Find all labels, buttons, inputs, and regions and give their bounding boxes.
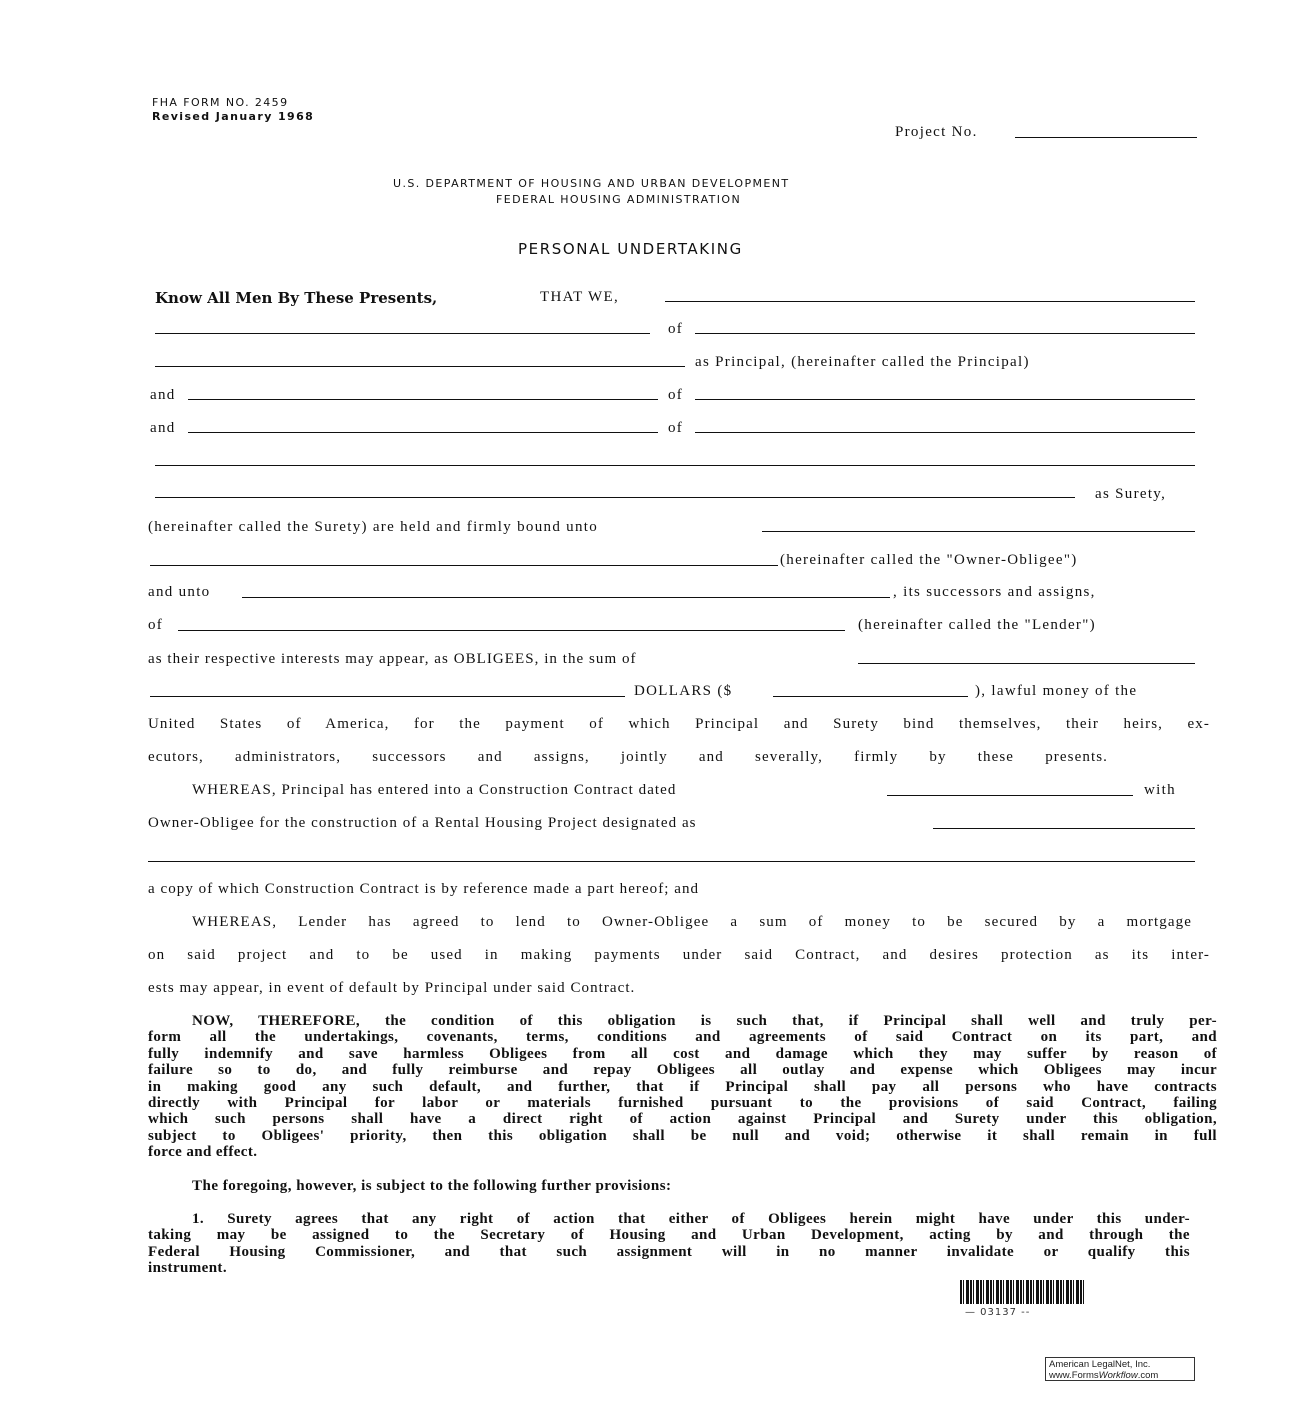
as-principal-label: as Principal, (hereinafter called the Principal) xyxy=(695,354,1030,370)
paragraph-line: in making good any such default, and further, that if Principal shall pay all persons who have contracts xyxy=(148,1078,1217,1095)
know-all-men-heading: Know All Men By These Presents, xyxy=(155,289,438,307)
sum-of-text: as their respective interests may appear, as OBLIGEES, in the sum of xyxy=(148,651,637,667)
paragraph-line: force and effect. xyxy=(148,1144,258,1161)
sum-words-field-2[interactable] xyxy=(150,696,625,697)
project-no-label: Project No. xyxy=(895,124,978,140)
principal-name-field[interactable] xyxy=(665,301,1195,302)
paragraph-line: taking may be assigned to the Secretary of Housing and Urban Development, acting by and through the xyxy=(148,1227,1190,1244)
principal-address-field[interactable] xyxy=(695,333,1195,334)
paragraph-line: NOW, THEREFORE, the condition of this obligation is such that, if Principal shall well and truly per- xyxy=(192,1013,1217,1029)
of-label: of xyxy=(668,321,684,337)
paragraph-line: 1. Surety agrees that any right of action that either of Obligees herein might have under this under- xyxy=(192,1211,1190,1227)
lender-name-field[interactable] xyxy=(242,597,890,598)
surety-extra-field[interactable] xyxy=(155,465,1195,466)
paragraph-line: subject to Obligees' priority, then this obligation shall be null and void; otherwise it shall remain in full xyxy=(148,1127,1217,1144)
project-designation-field[interactable] xyxy=(933,828,1195,829)
department-heading: U.S. DEPARTMENT OF HOUSING AND URBAN DEVELOPMENT xyxy=(393,177,790,190)
surety-name-field-2[interactable] xyxy=(188,432,658,433)
surety-address-field-1[interactable] xyxy=(695,399,1195,400)
prose-line: on said project and to be used in making payments under said Contract, and desires protection as its inter- xyxy=(148,947,1210,963)
sum-amount-field[interactable] xyxy=(773,696,968,697)
with-label: with xyxy=(1144,782,1176,798)
website-prefix: www.Forms xyxy=(1049,1370,1099,1381)
of-label: of xyxy=(668,420,684,436)
website-suffix: .com xyxy=(1137,1370,1159,1381)
form-number: FHA FORM NO. 2459 xyxy=(152,96,289,109)
paragraph-line: which such persons shall have a direct right of action against Principal and Surety under this obligation, xyxy=(148,1111,1217,1128)
lawful-money-text: ), lawful money of the xyxy=(975,683,1138,699)
prose-line: WHEREAS, Lender has agreed to lend to Owner-Obligee a sum of money to be secured by a mortgage xyxy=(192,914,1192,930)
sum-words-field[interactable] xyxy=(858,663,1195,664)
barcode xyxy=(960,1280,1084,1304)
website-italic: Workflow xyxy=(1098,1370,1138,1381)
administration-heading: FEDERAL HOUSING ADMINISTRATION xyxy=(496,193,742,206)
surety-address-field-2[interactable] xyxy=(695,432,1195,433)
copy-text: a copy of which Construction Contract is by reference made a part hereof; and xyxy=(148,881,700,897)
publisher-name: American LegalNet, Inc. xyxy=(1049,1359,1151,1370)
that-we-label: THAT WE, xyxy=(540,289,620,305)
successors-text: , its successors and assigns, xyxy=(893,584,1096,600)
principal-name-field-2[interactable] xyxy=(155,333,650,334)
owner-obligee-field[interactable] xyxy=(762,531,1195,532)
and-label: and xyxy=(150,420,176,436)
paragraph-line: Federal Housing Commissioner, and that such assignment will in no manner invalidate or qualify this xyxy=(148,1243,1190,1260)
paragraph-line: form all the undertakings, covenants, terms, conditions and agreements of said Contract on its part, and xyxy=(148,1029,1217,1046)
lender-label: (hereinafter called the "Lender") xyxy=(858,617,1096,633)
publisher-website xyxy=(1049,1370,1191,1381)
publisher-logo xyxy=(1045,1357,1195,1381)
principal-address-field-2[interactable] xyxy=(155,366,685,367)
held-bound-text: (hereinafter called the Surety) are held and firmly bound unto xyxy=(148,519,599,535)
project-no-field[interactable] xyxy=(1015,137,1197,138)
surety-name-field-1[interactable] xyxy=(188,399,658,400)
paragraph-line: directly with Principal for labor or materials furnished pursuant to the provisions of said Contract, failing xyxy=(148,1095,1217,1112)
paragraph-line: fully indemnify and save harmless Obligees from all cost and damage which they may suffer by reason of xyxy=(148,1045,1217,1062)
owner-obligee-field-2[interactable] xyxy=(150,565,778,566)
and-label: and xyxy=(150,387,176,403)
of-label: of xyxy=(148,617,164,633)
prose-line: ecutors, administrators, successors and assigns, jointly and severally, firmly by these presents. xyxy=(148,749,1108,765)
revised-date: Revised January 1968 xyxy=(152,110,315,123)
of-label: of xyxy=(668,387,684,403)
and-unto-label: and unto xyxy=(148,584,211,600)
now-therefore-paragraph xyxy=(148,1013,1217,1161)
lender-address-field[interactable] xyxy=(178,630,845,631)
contract-date-field[interactable] xyxy=(887,795,1133,796)
provision-1-paragraph xyxy=(148,1211,1190,1277)
dollars-label: DOLLARS ($ xyxy=(634,683,733,699)
project-designation-text: Owner-Obligee for the construction of a Rental Housing Project designated as xyxy=(148,815,697,831)
owner-obligee-label: (hereinafter called the "Owner-Obligee") xyxy=(780,552,1078,568)
barcode-number: — 03137 -- xyxy=(965,1307,1031,1318)
page-title: PERSONAL UNDERTAKING xyxy=(518,240,743,258)
prose-line: ests may appear, in event of default by Principal under said Contract. xyxy=(148,980,636,996)
project-designation-field-2[interactable] xyxy=(148,861,1195,862)
as-surety-label: as Surety, xyxy=(1095,486,1167,502)
surety-extra-field-2[interactable] xyxy=(155,497,1075,498)
paragraph-line: instrument. xyxy=(148,1260,227,1277)
whereas-contract-text: WHEREAS, Principal has entered into a Construction Contract dated xyxy=(192,782,677,798)
foregoing-text: The foregoing, however, is subject to the following further provisions: xyxy=(192,1178,672,1194)
paragraph-line: failure so to do, and fully reimburse and repay Obligees all outlay and expense which Obligees may incur xyxy=(148,1062,1217,1079)
prose-line: United States of America, for the payment of which Principal and Surety bind themselves, their heirs, ex- xyxy=(148,716,1210,732)
